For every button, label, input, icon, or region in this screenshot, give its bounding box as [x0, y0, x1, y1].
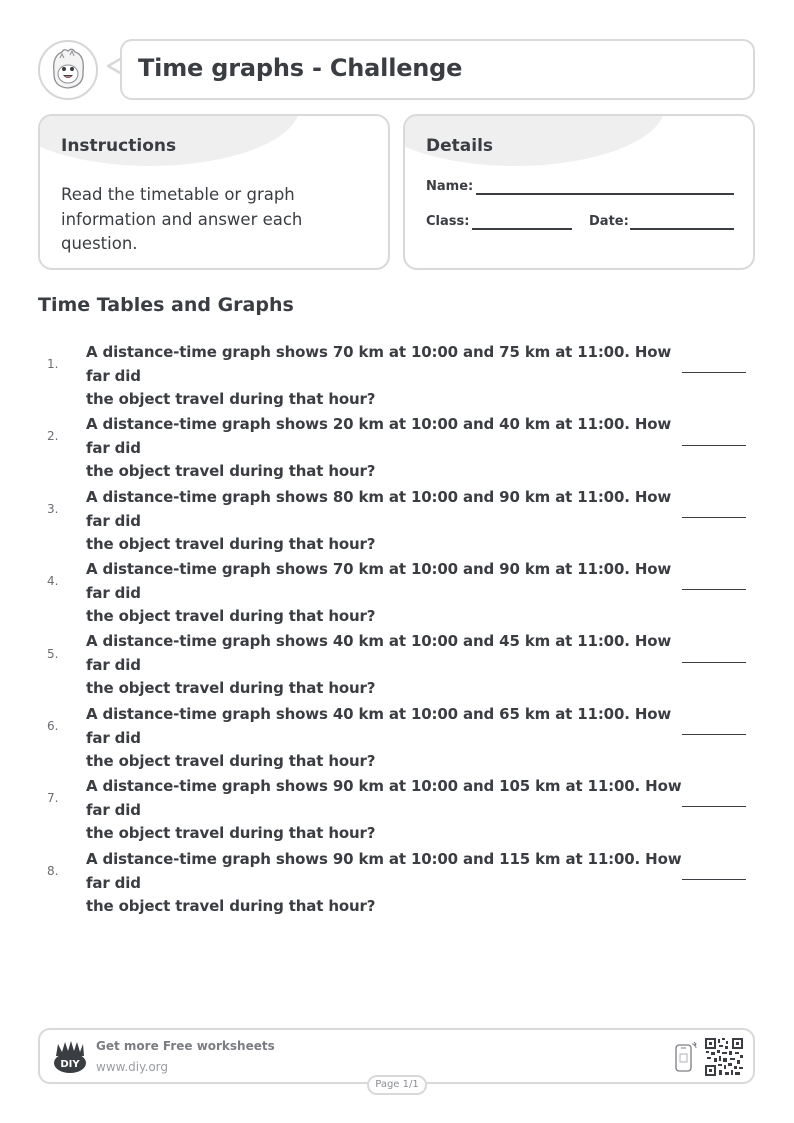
question-number: 4. — [47, 574, 59, 588]
class-field[interactable] — [472, 228, 572, 230]
question-line: the object travel during that hour? — [86, 897, 376, 915]
date-label: Date: — [589, 214, 629, 229]
question-number: 6. — [47, 719, 59, 733]
question-line: A distance-time graph shows 20 km at 10:00 and 40 km at 11:00. How far did — [86, 415, 672, 457]
question-number: 8. — [47, 864, 59, 878]
question-line: the object travel during that hour? — [86, 607, 376, 625]
question-text — [86, 341, 686, 412]
answer-field[interactable] — [682, 662, 746, 663]
question-number: 7. — [47, 791, 59, 805]
answer-field[interactable] — [682, 806, 746, 807]
name-label: Name: — [426, 179, 474, 194]
question-text — [86, 413, 686, 484]
footer-promo: Get more Free worksheets — [96, 1039, 275, 1053]
details-heading: Details — [426, 136, 494, 156]
question-line: A distance-time graph shows 80 km at 10:00 and 90 km at 11:00. How far did — [86, 488, 672, 530]
question-text — [86, 630, 686, 701]
question-line: A distance-time graph shows 40 km at 10:00 and 65 km at 11:00. How far did — [86, 705, 672, 747]
page-title: Time graphs - Challenge — [138, 54, 463, 82]
question-number: 2. — [47, 429, 59, 443]
mascot-avatar — [38, 40, 98, 100]
question-number: 3. — [47, 502, 59, 516]
page-indicator: Page 1/1 — [367, 1075, 427, 1095]
class-label: Class: — [426, 214, 470, 229]
instructions-heading: Instructions — [61, 136, 177, 156]
answer-field[interactable] — [682, 879, 746, 880]
section-title: Time Tables and Graphs — [38, 294, 294, 316]
question-text — [86, 558, 686, 629]
question-line: A distance-time graph shows 90 km at 10:00 and 115 km at 11:00. How far did — [86, 850, 682, 892]
question-text — [86, 486, 686, 557]
instructions-panel — [38, 114, 390, 270]
logo-text: DIY — [60, 1059, 80, 1070]
answer-field[interactable] — [682, 372, 746, 373]
name-field[interactable] — [476, 193, 734, 195]
details-panel — [403, 114, 755, 270]
phone-scan-icon — [672, 1040, 700, 1074]
answer-field[interactable] — [682, 445, 746, 446]
question-number: 1. — [47, 357, 59, 371]
question-line: the object travel during that hour? — [86, 752, 376, 770]
question-line: the object travel during that hour? — [86, 535, 376, 553]
answer-field[interactable] — [682, 589, 746, 590]
question-text — [86, 775, 686, 846]
instructions-text: Read the timetable or graph information and answer each question. — [61, 185, 303, 253]
question-text — [86, 848, 686, 919]
question-line: A distance-time graph shows 70 km at 10:00 and 90 km at 11:00. How far did — [86, 560, 672, 602]
question-line: A distance-time graph shows 70 km at 10:00 and 75 km at 11:00. How far did — [86, 343, 672, 385]
question-number: 5. — [47, 647, 59, 661]
question-line: the object travel during that hour? — [86, 824, 376, 842]
question-line: the object travel during that hour? — [86, 462, 376, 480]
question-line: A distance-time graph shows 40 km at 10:00 and 45 km at 11:00. How far did — [86, 632, 672, 674]
answer-field[interactable] — [682, 517, 746, 518]
yeti-mascot-icon — [40, 42, 96, 98]
qr-code-icon — [704, 1037, 744, 1077]
answer-field[interactable] — [682, 734, 746, 735]
diy-logo-icon[interactable] — [52, 1040, 88, 1074]
date-field[interactable] — [630, 228, 734, 230]
question-line: the object travel during that hour? — [86, 679, 376, 697]
question-line: the object travel during that hour? — [86, 390, 376, 408]
question-line: A distance-time graph shows 90 km at 10:00 and 105 km at 11:00. How far did — [86, 777, 682, 819]
footer-url[interactable]: www.diy.org — [96, 1060, 168, 1074]
question-text — [86, 703, 686, 774]
